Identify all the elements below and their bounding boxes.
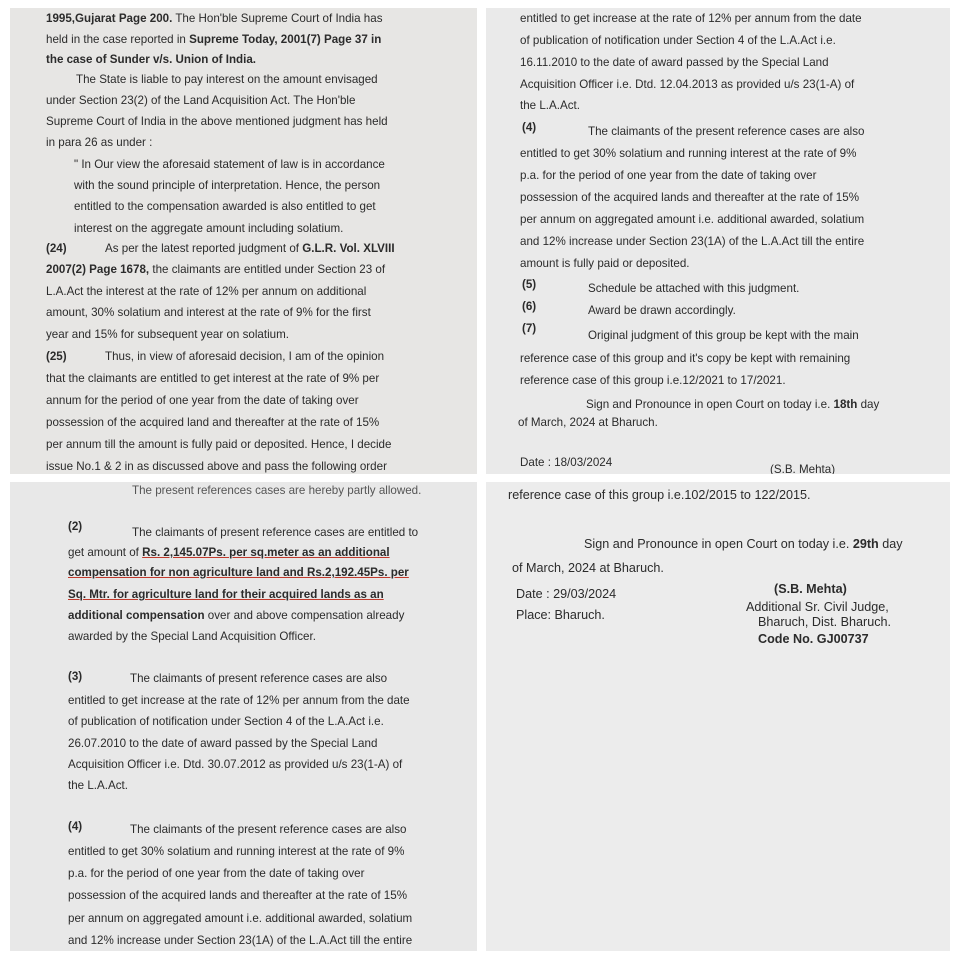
quote-line: " In Our view the aforesaid statement of law is in accordance — [74, 158, 385, 171]
text-line: reference case of this group i.e.12/2021 to 17/2021. — [520, 374, 786, 387]
text-line: The claimants of present reference cases are entitled to — [132, 526, 419, 539]
text-line: of March, 2024 at Bharuch. — [512, 561, 664, 575]
text-line: entitled to get 30% solatium and running interest at the rate of 9% — [68, 845, 405, 858]
text-line: p.a. for the period of one year from the date of taking over — [520, 169, 817, 182]
text-line: possession of the acquired land and thereafter at the rate of 15% — [46, 416, 380, 429]
text-line: Acquisition Officer i.e. Dtd. 12.04.2013 as provided u/s 23(1-A) of — [520, 78, 855, 91]
text-line: annum for the period of one year from the date of taking over — [46, 394, 359, 407]
document-page-bottom-left — [10, 482, 477, 951]
text-line: of March, 2024 at Bharuch. — [518, 416, 658, 429]
text-line: entitled to get 30% solatium and running interest at the rate of 9% — [520, 147, 857, 160]
text-line: the case of Sunder v/s. Union of India. — [46, 53, 257, 66]
document-page-top-left — [10, 8, 477, 474]
text-line: The claimants of present reference cases are also — [130, 672, 388, 685]
text-line: possession of the acquired lands and thereafter at the rate of 15% — [520, 191, 860, 204]
text-line: As per the latest reported judgment of G.L.R. Vol. XLVIII — [105, 242, 395, 255]
text-line: the L.A.Act. — [68, 779, 128, 792]
text-line: of publication of notification under Section 4 of the L.A.Act i.e. — [68, 715, 384, 728]
text-line: Award be drawn accordingly. — [588, 304, 736, 317]
document-page-top-right — [486, 8, 950, 474]
text-line: The claimants of the present reference cases are also — [588, 125, 865, 138]
date-label: Date : 18/03/2024 — [520, 456, 613, 469]
document-page-bottom-right — [486, 482, 950, 951]
text-line: Sign and Pronounce in open Court on today i.e. 18th day — [586, 398, 880, 411]
paragraph-number: (7) — [522, 322, 537, 335]
judge-title: Additional Sr. Civil Judge, — [746, 600, 889, 614]
text-line: The claimants of the present reference cases are also — [130, 823, 407, 836]
text-line: 2007(2) Page 1678, the claimants are entitled under Section 23 of — [46, 263, 386, 276]
text-line: The present references cases are hereby partly allowed. — [132, 484, 422, 497]
judge-code: Code No. GJ00737 — [758, 632, 869, 646]
text-line: per annum till the amount is fully paid or deposited. Hence, I decide — [46, 438, 392, 451]
text-line: The State is liable to pay interest on the amount envisaged — [76, 73, 378, 86]
paragraph-number: (5) — [522, 278, 537, 291]
text-line: p.a. for the period of one year from the date of taking over — [68, 867, 365, 880]
text-line: year and 15% for subsequent year on solatium. — [46, 328, 289, 341]
paragraph-number: (4) — [522, 121, 537, 134]
text-line: amount, 30% solatium and interest at the rate of 9% for the first — [46, 306, 371, 319]
judge-location: Bharuch, Dist. Bharuch. — [758, 615, 891, 629]
paragraph-number: (25) — [46, 350, 67, 363]
paragraph-number: (4) — [68, 820, 83, 833]
paragraph-number: (2) — [68, 520, 83, 533]
text-line: compensation for non agriculture land and Rs.2,192.45Ps. per — [68, 566, 409, 579]
text-line: reference case of this group and it's copy be kept with remaining — [520, 352, 851, 365]
paragraph-number: (24) — [46, 242, 67, 255]
text-line: issue No.1 & 2 in as discussed above and pass the following order — [46, 460, 387, 473]
text-line: entitled to get increase at the rate of 12% per annum from the date — [68, 694, 410, 707]
text-line: under Section 23(2) of the Land Acquisition Act. The Hon'ble — [46, 94, 356, 107]
quote-line: entitled to the compensation awarded is also entitled to get — [74, 200, 376, 213]
text-line: held in the case reported in Supreme Today, 2001(7) Page 37 in — [46, 33, 382, 46]
text-line: Original judgment of this group be kept with the main — [588, 329, 859, 342]
date-label: Date : 29/03/2024 — [516, 587, 617, 601]
text-line: the L.A.Act. — [520, 99, 580, 112]
text-line: 26.07.2010 to the date of award passed by the Special Land — [68, 737, 378, 750]
place-label: Place: Bharuch. — [516, 608, 605, 622]
text-line: Sign and Pronounce in open Court on today i.e. 29th day — [584, 537, 903, 551]
text-line: possession of the acquired lands and thereafter at the rate of 15% — [68, 889, 408, 902]
text-line: L.A.Act the interest at the rate of 12% per annum on additional — [46, 285, 367, 298]
quote-line: interest on the aggregate amount including solatium. — [74, 222, 344, 235]
text-line: and 12% increase under Section 23(1A) of the L.A.Act till the entire — [520, 235, 865, 248]
text-line: Schedule be attached with this judgment. — [588, 282, 800, 295]
text-line: awarded by the Special Land Acquisition Officer. — [68, 630, 316, 643]
text-line: and 12% increase under Section 23(1A) of the L.A.Act till the entire — [68, 934, 413, 947]
paragraph-number: (3) — [68, 670, 83, 683]
quote-line: with the sound principle of interpretation. Hence, the person — [74, 179, 381, 192]
text-line: in para 26 as under : — [46, 136, 153, 149]
text-line: Sq. Mtr. for agriculture land for their acquired lands as an — [68, 588, 384, 601]
text-line: reference case of this group i.e.102/2015 to 122/2015. — [508, 488, 811, 502]
text-line: per annum on aggregated amount i.e. additional awarded, solatium — [68, 912, 413, 925]
text-line: additional compensation over and above compensation already — [68, 609, 405, 622]
text-line: Acquisition Officer i.e. Dtd. 30.07.2012 as provided u/s 23(1-A) of — [68, 758, 403, 771]
signature-name: (S.B. Mehta) — [774, 582, 847, 596]
paragraph-number: (6) — [522, 300, 537, 313]
text-line: 16.11.2010 to the date of award passed by the Special Land — [520, 56, 829, 69]
text-line: Supreme Court of India in the above mentioned judgment has held — [46, 115, 388, 128]
text-line: per annum on aggregated amount i.e. additional awarded, solatium — [520, 213, 865, 226]
text-line: 1995,Gujarat Page 200. The Hon'ble Supreme Court of India has — [46, 12, 383, 25]
text-line: that the claimants are entitled to get interest at the rate of 9% per — [46, 372, 380, 385]
text-line: of publication of notification under Section 4 of the L.A.Act i.e. — [520, 34, 836, 47]
text-line: Thus, in view of aforesaid decision, I am of the opinion — [105, 350, 385, 363]
signature-name: (S.B. Mehta) — [770, 463, 836, 474]
text-line: amount is fully paid or deposited. — [520, 257, 690, 270]
text-line: entitled to get increase at the rate of 12% per annum from the date — [520, 12, 862, 25]
text-line: get amount of Rs. 2,145.07Ps. per sq.meter as an additional — [68, 546, 390, 559]
